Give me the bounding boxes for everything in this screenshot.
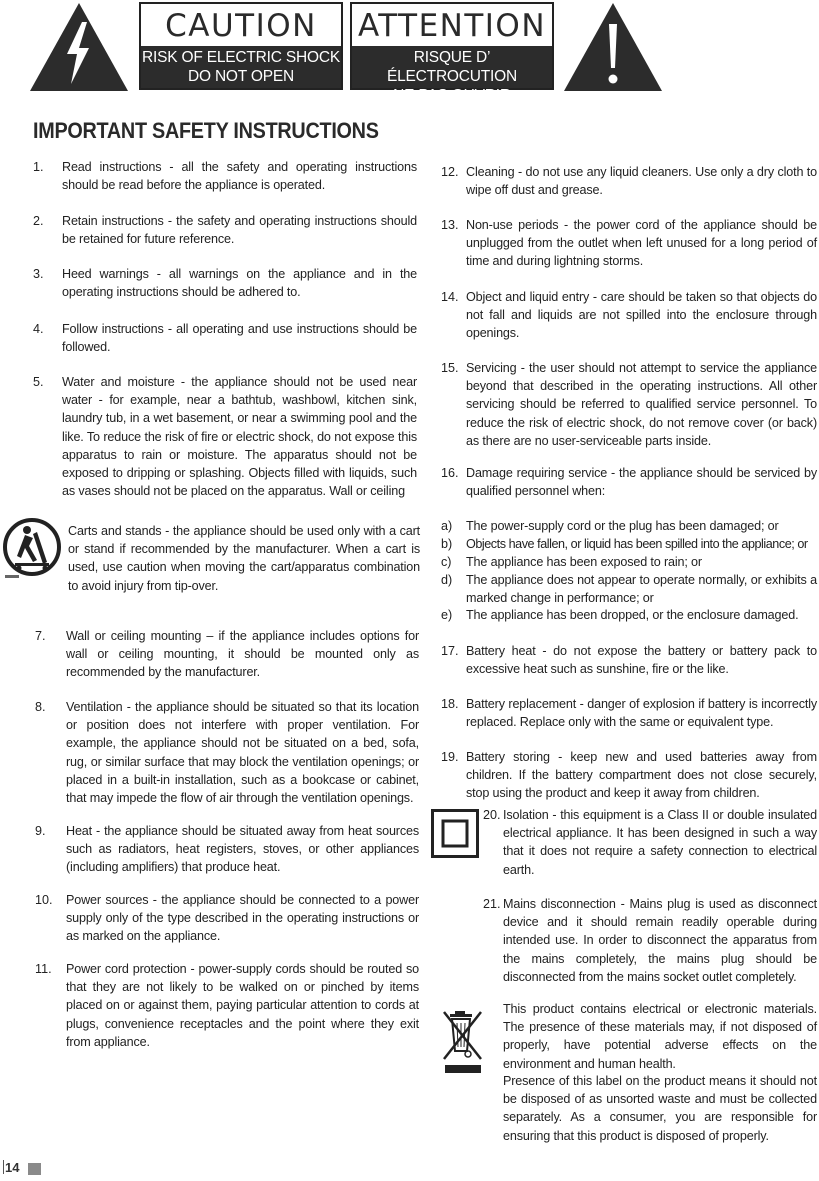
instruction-3: Heed warnings - all warnings on the appliance and in the operating instructions should be adhered to.: [62, 267, 417, 300]
instruction-15: Servicing - the user should not attempt to service the appliance beyond that described in the operating instructions. All other servicing should be referred to qualified service personnel. To reduce the risk of electric shock, do not remove cover (or back) as there are no user-serviceable parts inside.: [466, 361, 817, 448]
instruction-10: Power sources - the appliance should be connected to a power supply only of the type described in the operating instructions or as marked on the appliance.: [66, 893, 419, 944]
electric-shock-warning-icon: [29, 2, 129, 92]
item-number: 5.: [33, 375, 44, 389]
instruction-17: Battery heat - do not expose the battery or battery pack to excessive heat such as sunshine, fire or the like.: [466, 644, 817, 677]
subitem-letter: d): [441, 573, 453, 587]
attention-line-1: RISQUE D’ ÉLECTROCUTION: [386, 49, 518, 85]
item-number: 16.: [441, 466, 459, 480]
weee-statement-1: This product contains electrical or electronic materials. The presence of these materials may, if not disposed of properly, have potential adverse effects on the environment and human health.: [503, 1002, 817, 1071]
subitem-c: The appliance has been exposed to rain; or: [466, 555, 702, 569]
instruction-2: Retain instructions - the safety and operating instructions should be retained for future reference.: [62, 214, 417, 247]
instruction-20: Isolation - this equipment is a Class II or double insulated electrical appliance. It has been designed in such a way that it does not require a safety connection to electrical earth.: [503, 808, 817, 877]
footer-divider: [3, 1160, 4, 1174]
item-number: 9.: [35, 824, 46, 838]
caution-box: [139, 2, 343, 90]
item-number: 19.: [441, 750, 459, 764]
item-number: 13.: [441, 218, 459, 232]
instruction-13: Non-use periods - the power cord of the appliance should be unplugged from the outlet when left unused for a long period of time and during lightning storms.: [466, 218, 817, 269]
item-number: 10.: [35, 893, 53, 907]
instruction-16: Damage requiring service - the appliance should be serviced by qualified personnel when:: [466, 466, 817, 499]
instruction-8: Ventilation - the appliance should be situated so that its location or position does not interfere with proper ventilation. For example, the appliance should not be situated on a bed, sofa, rug, or similar surface that may block the ventilation openings; or placed in a built-in installation, such as a bookcase or cabinet, that may impede the flow of air through the ventilation openings.: [66, 700, 419, 806]
instruction-21: Mains disconnection - Mains plug is used as disconnect device and it should remain readily operable during intended use. In order to disconnect the apparatus from the mains completely, the mains plug should be disconnected from the mains socket outlet completely.: [503, 897, 817, 984]
footer-marker: [28, 1163, 41, 1175]
caution-word: CAUTION: [165, 8, 317, 44]
exclamation-warning-icon: [563, 2, 663, 92]
weee-statement-2: Presence of this label on the product means it should not be disposed of as unsorted waste and must be collected separately. As a consumer, you are responsible for ensuring that this product is disposed of properly.: [503, 1074, 817, 1143]
instruction-14: Object and liquid entry - care should be taken so that objects do not fall and liquids are not spilled into the enclosure through openings.: [466, 290, 817, 341]
item-number: 4.: [33, 322, 44, 336]
instruction-12: Cleaning - do not use any liquid cleaners. Use only a dry cloth to wipe off dust and grease.: [466, 165, 817, 198]
caution-subtext: [141, 46, 341, 88]
carts-and-stands: Carts and stands - the appliance should be used only with a cart or stand if recommended by the manufacturer. When a cart is used, use caution when moving the cart/apparatus combination to avoid injury from tip-over.: [68, 524, 420, 593]
instruction-1: Read instructions - all the safety and operating instructions should be read before the appliance is operated.: [62, 160, 417, 193]
subitem-e: The appliance has been dropped, or the enclosure damaged.: [466, 608, 799, 622]
subitem-b: Objects have fallen, or liquid has been spilled into the appliance; or: [466, 537, 808, 551]
subitem-d: The appliance does not appear to operate normally, or exhibits a marked change in performance; or: [466, 573, 817, 606]
item-number: 7.: [35, 629, 46, 643]
instruction-7: Wall or ceiling mounting – if the appliance includes options for wall or ceiling mounting, it should be mounted only as recommended by the manufacturer.: [66, 629, 419, 680]
attention-subtext: [352, 46, 552, 104]
instruction-5: Water and moisture - the appliance should not be used near water - for example, near a bathtub, washbowl, kitchen sink, laundry tub, in a wet basement, or near a swimming pool and the like. To reduce the risk of fire or electric shock, do not expose this apparatus to rain or moisture. The apparatus should not be exposed to dripping or splashing. Objects filled with liquids, such as vases should not be placed on the apparatus. Wall or ceiling: [62, 375, 417, 499]
subitem-a: The power-supply cord or the plug has been damaged; or: [466, 519, 779, 533]
instruction-18: Battery replacement - danger of explosion if battery is incorrectly replaced. Replace only with the same or equivalent type.: [466, 697, 817, 730]
subitem-letter: a): [441, 519, 453, 533]
item-number: 12.: [441, 165, 459, 179]
attention-box: [350, 2, 554, 104]
page-title: IMPORTANT SAFETY INSTRUCTIONS: [33, 118, 379, 143]
subitem-letter: b): [441, 537, 453, 551]
subitem-letter: c): [441, 555, 452, 569]
instruction-9: Heat - the appliance should be situated away from heat sources such as radiators, heat registers, stoves, or other appliances (including amplifiers) that produce heat.: [66, 824, 419, 875]
item-number: 18.: [441, 697, 459, 711]
class-ii-double-insulation-icon: [431, 809, 479, 858]
item-number: 3.: [33, 267, 44, 281]
item-number: 15.: [441, 361, 459, 375]
item-number: 21.: [483, 897, 501, 911]
item-number: 1.: [33, 160, 44, 174]
attention-line-2: NE PAS OUVRIR: [393, 87, 511, 104]
instruction-19: Battery storing - keep new and used batteries away from children. If the battery compartment does not close securely, stop using the product and keep it away from children.: [466, 750, 817, 801]
instruction-4: Follow instructions - all operating and use instructions should be followed.: [62, 322, 417, 355]
subitem-letter: e): [441, 608, 453, 622]
cart-tip-over-warning-icon: [3, 516, 61, 582]
page-number: 14: [5, 1160, 20, 1175]
item-number: 2.: [33, 214, 44, 228]
instruction-11: Power cord protection - power-supply cords should be routed so that they are not likely to be walked on or pinched by items placed on or against them, paying particular attention to cords at plugs, convenience receptacles and the point where they exit from appliance.: [66, 962, 419, 1049]
page-footer: [3, 1160, 19, 1175]
item-number: 20.: [483, 808, 501, 822]
crossed-out-bin-weee-icon: [441, 1007, 489, 1075]
item-number: 14.: [441, 290, 459, 304]
item-number: 11.: [35, 962, 52, 976]
caution-line-2: DO NOT OPEN: [187, 68, 295, 85]
item-number: 8.: [35, 700, 46, 714]
attention-word: ATTENTION: [357, 8, 547, 44]
caution-line-1: RISK OF ELECTRIC SHOCK: [142, 49, 340, 66]
item-number: 17.: [441, 644, 459, 658]
